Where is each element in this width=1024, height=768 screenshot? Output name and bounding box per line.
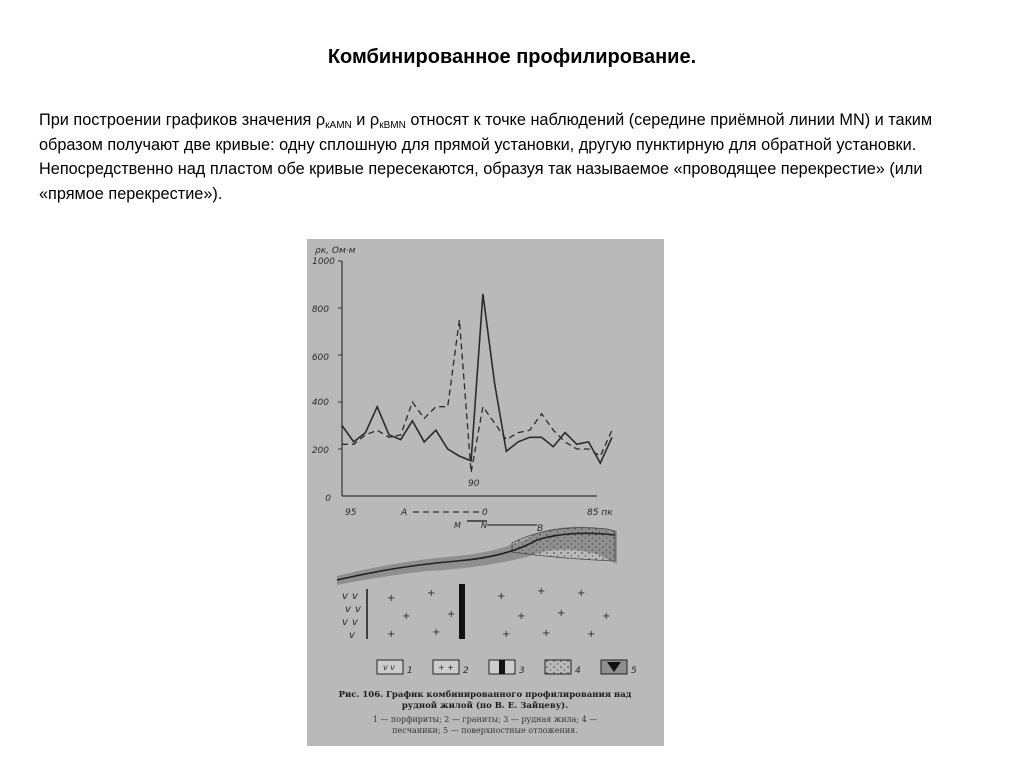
svg-text:+: + [557,608,566,619]
svg-text:+: + [402,611,411,622]
svg-text:+: + [587,629,596,640]
figure-caption-line-3: 1 — порфириты; 2 — граниты; 3 — рудная жила; 4 — [372,715,598,724]
para-text-3: относят к точке наблюдений (середине приёмной линии MN) и таким образом получают две кривые: одну сплошную для прямой установки, другую пунктирную для обратной установки. Непосредственно над пластом обе кривые пересекаются, образуя так называемое «проводящее перекрестие» (или «прямое перекрестие»). [39,111,933,203]
para-text-1: При построении графиков значения ρ [39,111,326,129]
legend-number: 5 [631,666,637,676]
svg-text:+: + [502,629,511,640]
svg-text:+: + [387,593,396,604]
legend-symbol-granite: + + [438,663,454,672]
svg-text:+: + [517,611,526,622]
legend-symbol-porphyrite: v v [383,663,396,672]
legend-vein-bar [499,660,505,674]
svg-text:v: v [352,617,358,628]
svg-text:+: + [602,611,611,622]
svg-text:v: v [345,604,351,615]
y-tick-label: 400 [311,398,329,408]
x-tick-label: 85 пк [587,508,613,518]
y-tick-label: 1000 [312,257,335,267]
svg-text:v: v [342,617,348,628]
electrode-m: M [454,521,461,530]
figure-photo [307,239,664,746]
svg-text:+: + [537,586,546,597]
svg-text:+: + [542,628,551,639]
rho-subscript-bmn: кBMN [379,120,406,131]
figure-caption-line-4: песчаники; 5 — поверхностные отложения. [392,726,578,735]
electrode-n: N [481,521,487,530]
series-layer [342,294,612,473]
figure-svg [307,239,664,746]
svg-text:+: + [427,588,436,599]
svg-text:+: + [577,588,586,599]
figure-caption-line-2: рудной жилой (по В. Е. Зайцеву). [401,701,569,711]
svg-text:+: + [432,627,441,638]
legend-number: 4 [575,666,581,676]
x-tick-label: 0 [482,508,488,518]
rho-subscript-amn: кAMN [325,120,352,131]
y-axis-label: ρк, Ом·м [315,246,356,256]
slide-title: Комбинированное профилирование. [327,46,697,68]
para-text-2: и ρ [351,111,380,129]
body-paragraph [39,108,969,206]
legend-number: 3 [519,666,525,676]
y-tick-label: 200 [311,446,329,456]
svg-text:+: + [497,591,506,602]
svg-text:v: v [342,591,348,602]
svg-text:v: v [355,604,361,615]
electrode-b: B [537,524,544,534]
y-tick-label: 600 [311,353,329,363]
ore-vein [459,584,465,639]
svg-text:+: + [387,629,396,640]
svg-text:+: + [447,609,456,620]
svg-text:v: v [349,630,355,641]
legend-number: 1 [407,666,413,676]
x-tick-label: 95 [345,508,357,518]
electrode-a: A [401,508,408,518]
legend-swatch-sandstone [545,660,571,674]
legend-number: 2 [463,666,469,676]
y-tick-label: 800 [311,305,329,315]
y-axis-ticks [338,261,342,449]
figure-caption-line-1: Рис. 106. График комбинированного профилирования над [338,690,632,700]
y-tick-label: 0 [325,494,331,504]
svg-text:v: v [352,591,358,602]
series-line-reverse [342,320,612,473]
legend [377,660,637,676]
cross-point-label: 90 [468,479,480,489]
